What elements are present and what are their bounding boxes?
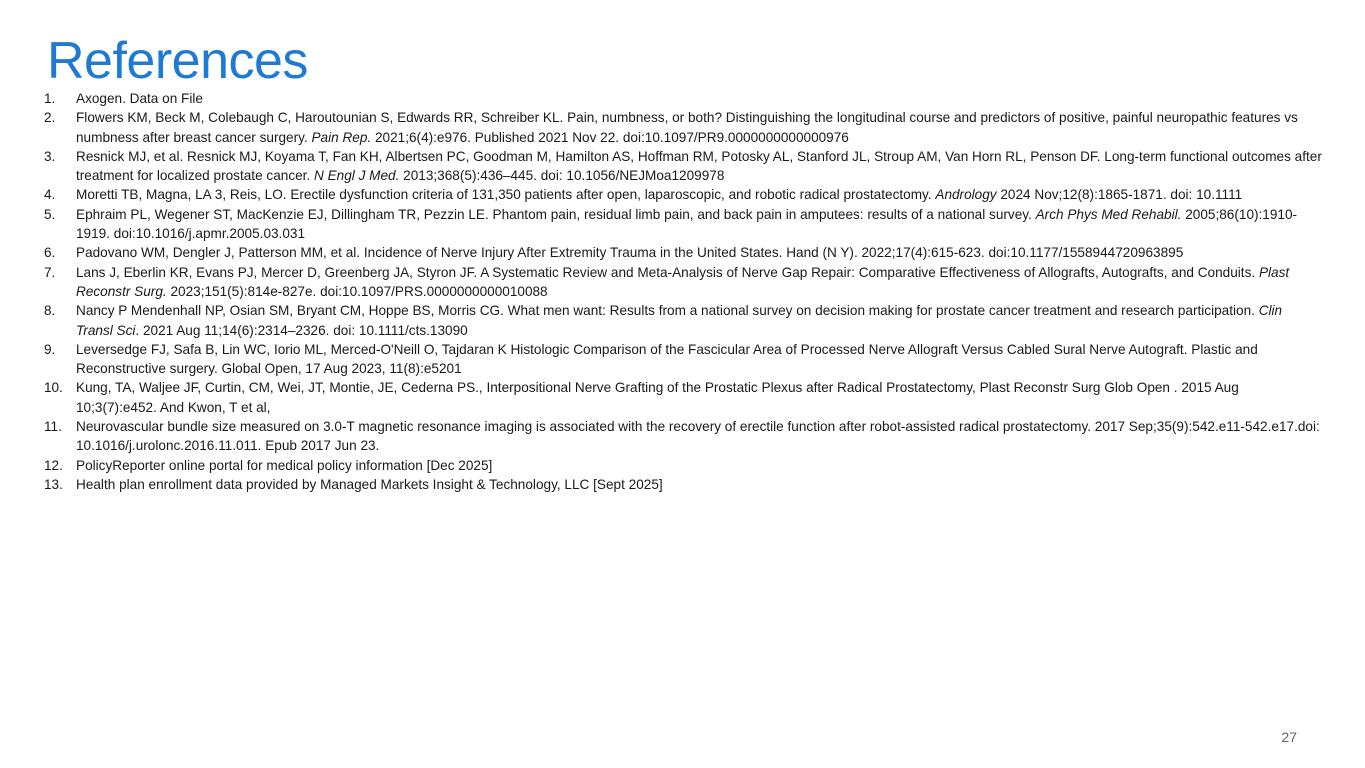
reference-number: 13.	[44, 476, 63, 492]
reference-item	[44, 301, 1322, 340]
reference-segment: Flowers KM, Beck M, Colebaugh C, Haroutounian S, Edwards RR, Schreiber KL. Pain, numbness, or both? Distinguishing the longitudinal course and predictors of positive, painful neuropathic features vs numbness after breast cancer surgery.	[76, 110, 1298, 145]
reference-item	[44, 108, 1322, 147]
reference-text	[76, 91, 203, 106]
journal-name: Andrology	[935, 187, 997, 203]
reference-segment: Health plan enrollment data provided by Managed Markets Insight & Technology, LLC [Sept 2025]	[76, 476, 663, 492]
reference-number: 8.	[44, 303, 56, 319]
reference-number: 9.	[44, 341, 56, 357]
journal-name: Clin Transl Sci	[76, 303, 1283, 338]
journal-name: Pain Rep.	[311, 129, 372, 145]
reference-text	[76, 110, 1298, 144]
reference-item	[44, 417, 1322, 456]
reference-number: 11.	[44, 419, 62, 435]
reference-segment: Neurovascular bundle size measured on 3.0-T magnetic resonance imaging is associated with the recovery of erectile function after robot-assisted radical prostatectomy. 2017 Sep;35(9):542.e11-542.e17.doi: 10.1016/j.urolonc.2016.11.011. Epub 2017 Jun 23.	[76, 419, 1320, 454]
reference-text	[76, 380, 1239, 414]
reference-number: 3.	[44, 148, 56, 164]
reference-number: 5.	[44, 206, 56, 222]
reference-text	[76, 207, 1297, 241]
reference-segment: Ephraim PL, Wegener ST, MacKenzie EJ, Dillingham TR, Pezzin LE. Phantom pain, residual limb pain, and back pain in amputees: results of a national survey.	[76, 206, 1036, 222]
reference-text	[76, 419, 1320, 453]
reference-segment: 2005;86(10):1910-1919. doi:10.1016/j.apmr.2005.03.031	[76, 206, 1298, 242]
reference-segment: Moretti TB, Magna, LA 3, Reis, LO. Erectile dysfunction criteria of 131,350 patients after open, laparoscopic, and robotic radical prostatectomy.	[76, 187, 936, 203]
reference-segment: . 2021 Aug 11;14(6):2314–2326. doi: 10.1111/cts.13090	[135, 322, 468, 338]
reference-item	[44, 89, 1322, 108]
reference-segment: Resnick MJ, et al. Resnick MJ, Koyama T, Fan KH, Albertsen PC, Goodman M, Hamilton AS, Hoffman RM, Potosky AL, Stanford JL, Stroup AM, Van Horn RL, Penson DF. Long-term functional outcomes after treatment for localized prostate cancer.	[76, 148, 1322, 184]
reference-text	[76, 187, 1242, 202]
journal-name: Arch Phys Med Rehabil.	[1035, 206, 1182, 222]
reference-text	[76, 245, 1183, 260]
reference-segment: PolicyReporter online portal for medical policy information [Dec 2025]	[76, 457, 493, 473]
journal-name: Plast Reconstr Surg.	[76, 264, 1290, 299]
reference-item	[44, 378, 1322, 417]
reference-item	[44, 205, 1322, 244]
reference-segment: Lans J, Eberlin KR, Evans PJ, Mercer D, Greenberg JA, Styron JF. A Systematic Review and Meta-Analysis of Nerve Gap Repair: Comparative Effectiveness of Allografts, Autografts, and Conduits.	[76, 264, 1259, 280]
reference-text	[76, 303, 1282, 337]
reference-segment: 2021;6(4):e976. Published 2021 Nov 22. doi:10.1097/PR9.0000000000000976	[371, 129, 849, 145]
reference-item	[44, 185, 1322, 204]
reference-number: 6.	[44, 245, 56, 261]
reference-list	[44, 89, 1322, 494]
journal-name: N Engl J Med.	[314, 168, 400, 184]
reference-text	[76, 265, 1289, 299]
reference-number: 1.	[44, 91, 56, 106]
reference-segment: Leversedge FJ, Safa B, Lin WC, Iorio ML, Merced-O'Neill O, Tajdaran K Histologic Comparison of the Fascicular Area of Processed Nerve Allograft Versus Cabled Sural Nerve Autograft. Plastic and Reconstructive surgery. Global Open, 17 Aug 2023, 11(8):e5201	[76, 341, 1258, 377]
reference-segment: 2013;368(5):436–445. doi: 10.1056/NEJMoa1209978	[399, 168, 725, 184]
reference-segment: Padovano WM, Dengler J, Patterson MM, et al. Incidence of Nerve Injury After Extremity Trauma in the United States. Hand (N Y). 2022;17(4):615-623. doi:10.1177/1558944720963895	[76, 245, 1184, 261]
reference-segment: 2023;151(5):814e-827e. doi:10.1097/PRS.0000000000010088	[166, 283, 548, 299]
reference-text	[76, 477, 663, 492]
reference-number: 4.	[44, 187, 56, 203]
slide-title: References	[47, 32, 308, 90]
reference-segment: Kung, TA, Waljee JF, Curtin, CM, Wei, JT, Montie, JE, Cederna PS., Interpositional Nerve Grafting of the Prostatic Plexus after Radical Prostatectomy, Plast Reconstr Surg Glob Open . 2015 Aug 10;3(7):e452. And Kwon, T et al,	[76, 380, 1239, 415]
reference-item	[44, 243, 1322, 262]
reference-text	[76, 342, 1258, 376]
reference-text	[76, 149, 1322, 183]
reference-number: 7.	[44, 264, 56, 280]
reference-number: 12.	[44, 457, 63, 473]
reference-item	[44, 263, 1322, 302]
reference-item	[44, 340, 1322, 379]
reference-segment: 2024 Nov;12(8):1865-1871. doi: 10.1111	[996, 187, 1243, 203]
page-number: 27	[1281, 729, 1297, 745]
reference-item	[44, 475, 1322, 494]
reference-text	[76, 458, 492, 473]
reference-item	[44, 147, 1322, 186]
reference-number: 2.	[44, 110, 56, 126]
reference-segment: Axogen. Data on File	[76, 91, 203, 106]
reference-number: 10.	[44, 380, 63, 396]
reference-item	[44, 456, 1322, 475]
reference-segment: Nancy P Mendenhall NP, Osian SM, Bryant CM, Hoppe BS, Morris CG. What men want: Results from a national survey on decision making for prostate cancer treatment and research participation.	[76, 303, 1259, 319]
